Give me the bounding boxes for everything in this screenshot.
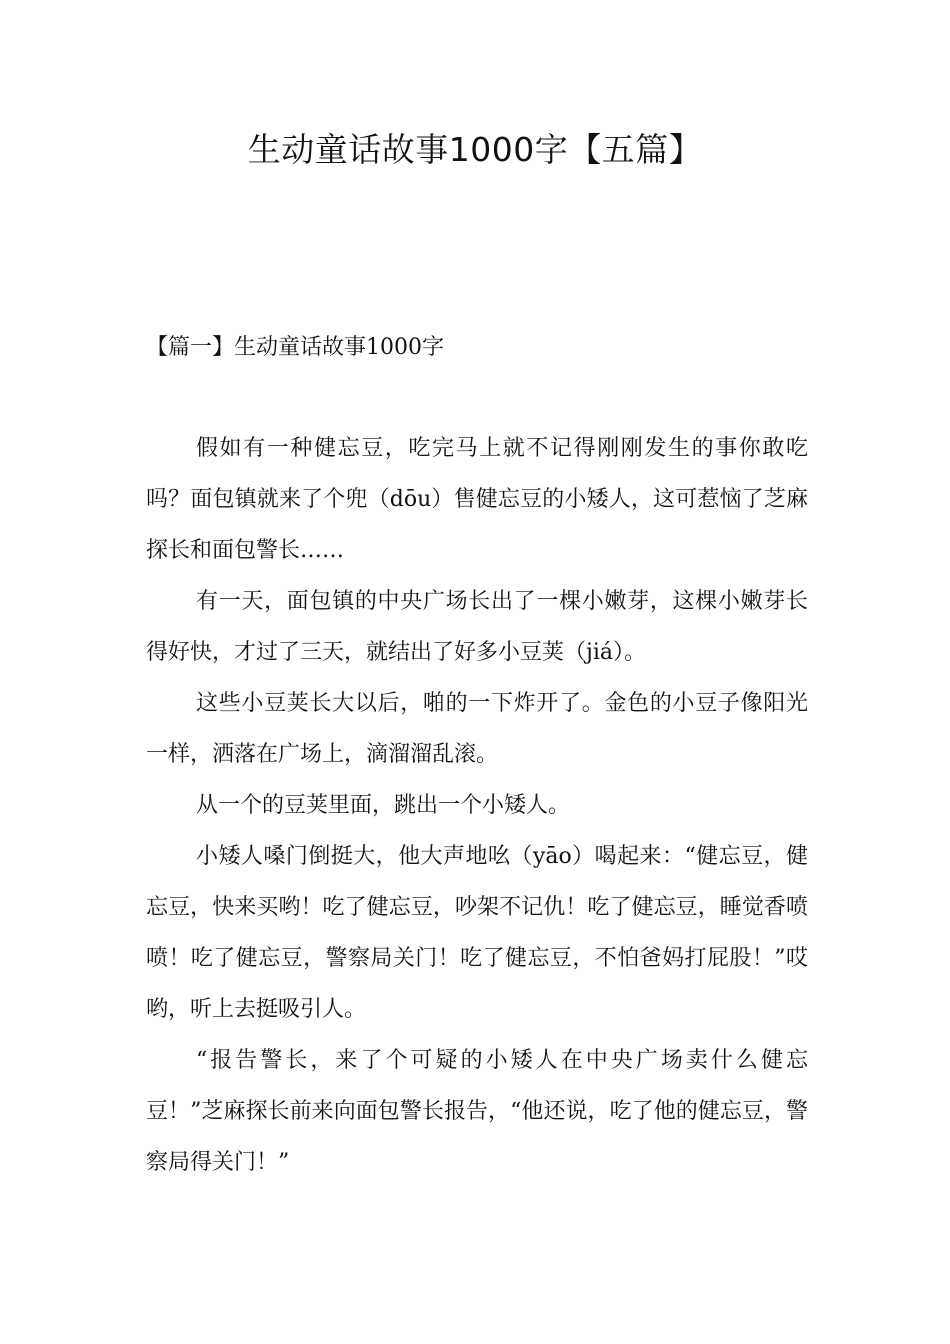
story-paragraph: 有一天，面包镇的中央广场长出了一棵小嫩芽，这棵小嫩芽长得好快，才过了三天，就结出了好多小豆荚（jiá）。: [146, 589, 808, 665]
section-heading: 【篇一】生动童话故事1000字: [146, 335, 444, 360]
story-paragraph: 从一个的豆荚里面，跳出一个小矮人。: [196, 793, 571, 818]
story-paragraph: 小矮人嗓门倒挺大，他大声地吆（yāo）喝起来：“健忘豆，健忘豆，快来买哟！吃了健忘豆，吵架不记仇！吃了健忘豆，睡觉香喷喷！吃了健忘豆，警察局关门！吃了健忘豆，不怕爸妈打屁股！”哎哟，听上去挺吸引人。: [146, 844, 808, 1022]
story-paragraph: “报告警长，来了个可疑的小矮人在中央广场卖什么健忘豆！”芝麻探长前来向面包警长报告，“他还说，吃了他的健忘豆，警察局得关门！”: [146, 1048, 808, 1175]
story-paragraph: 假如有一种健忘豆，吃完马上就不记得刚刚发生的事你敢吃吗？面包镇就来了个兜（dōu）售健忘豆的小矮人，这可惹恼了芝麻探长和面包警长……: [146, 436, 808, 563]
document-title: 生动童话故事1000字【五篇】: [247, 130, 703, 169]
story-body: [146, 423, 808, 1188]
story-paragraph: 这些小豆荚长大以后，啪的一下炸开了。金色的小豆子像阳光一样，洒落在广场上，滴溜溜乱滚。: [146, 691, 808, 767]
